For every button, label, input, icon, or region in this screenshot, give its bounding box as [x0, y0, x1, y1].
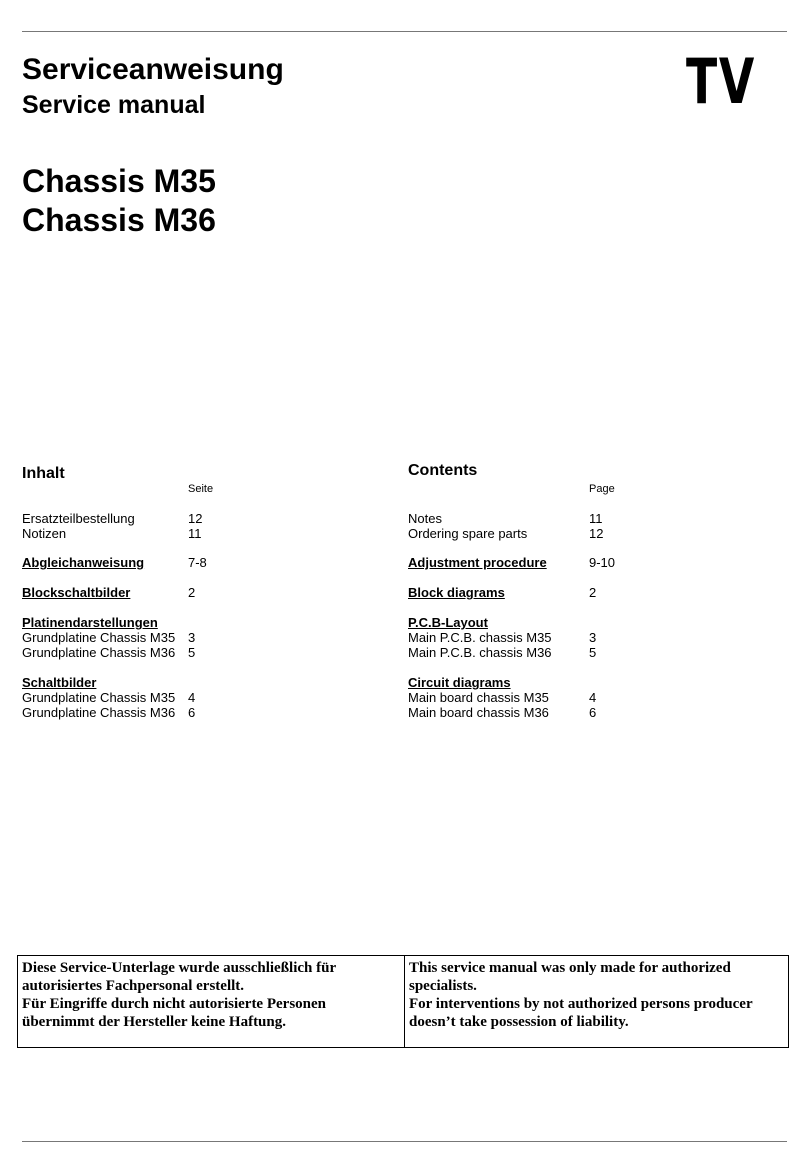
toc-row[interactable] [408, 630, 698, 645]
top-divider [22, 31, 787, 32]
toc-entry-label: Notizen [22, 526, 67, 541]
toc-row[interactable] [408, 690, 698, 705]
disclaimer-line: übernimmt der Hersteller keine Haftung. [22, 1014, 286, 1030]
disclaimer-english [405, 956, 788, 1047]
document-title-german: Serviceanweisung [22, 53, 284, 86]
tv-logo: TV [686, 45, 756, 118]
toc-entry-page: 6 [589, 705, 597, 720]
toc-row[interactable] [408, 615, 698, 630]
toc-row[interactable] [22, 585, 282, 600]
toc-entry-page: 3 [188, 630, 196, 645]
toc-row[interactable] [22, 615, 282, 630]
toc-entry-label: Main P.C.B. chassis M35 [408, 630, 552, 645]
chassis-heading-m36: Chassis M36 [22, 202, 216, 238]
toc-row[interactable] [408, 705, 698, 720]
disclaimer-line: autorisiertes Fachpersonal erstellt. [22, 978, 245, 994]
toc-entry-page: 5 [188, 645, 196, 660]
toc-german [22, 460, 282, 720]
toc-entry-label: Main board chassis M36 [408, 705, 549, 720]
toc-entry-page: 3 [589, 630, 597, 645]
toc-row[interactable] [22, 690, 282, 705]
toc-row[interactable] [408, 555, 698, 570]
bottom-divider [22, 1141, 787, 1142]
toc-section-pcb: P.C.B-Layout [408, 615, 488, 630]
disclaimer-line: For interventions by not authorized persons producer [409, 996, 753, 1012]
toc-row[interactable] [22, 630, 282, 645]
disclaimer-line: This service manual was only made for authorized [409, 960, 731, 976]
toc-entry-label: Grundplatine Chassis M35 [22, 630, 176, 645]
toc-english-page-label: Page [589, 483, 615, 495]
toc-entry-label: Grundplatine Chassis M36 [22, 705, 176, 720]
toc-entry-label: Main P.C.B. chassis M36 [408, 645, 552, 660]
disclaimer-line: specialists. [409, 978, 477, 994]
toc-row[interactable] [408, 645, 698, 660]
toc-row[interactable] [22, 555, 282, 570]
toc-row[interactable] [22, 511, 282, 526]
toc-entry-label: Ordering spare parts [408, 526, 528, 541]
toc-entry-page: 11 [589, 511, 603, 526]
toc-row[interactable] [22, 526, 282, 541]
toc-section-circuit: Schaltbilder [22, 675, 97, 690]
toc-row[interactable] [408, 526, 698, 541]
toc-section-adjustment: Abgleichanweisung [22, 555, 145, 570]
toc-entry-page: 2 [589, 585, 597, 600]
toc-german-heading: Inhalt [22, 465, 65, 482]
toc-row[interactable] [22, 705, 282, 720]
toc-entry-page: 2 [188, 585, 196, 600]
toc-section-adjustment: Adjustment procedure [408, 555, 547, 570]
document-title-english: Service manual [22, 91, 206, 119]
toc-english [408, 460, 698, 720]
toc-section-circuit: Circuit diagrams [408, 675, 511, 690]
toc-german-page-label: Seite [188, 483, 214, 495]
toc-entry-label: Notes [408, 511, 442, 526]
toc-row[interactable] [408, 511, 698, 526]
disclaimer-line: doesn’t take possession of liability. [409, 1014, 629, 1030]
disclaimer-box [17, 955, 789, 1048]
toc-entry-page: 4 [188, 690, 196, 705]
toc-english-heading: Contents [408, 462, 478, 479]
toc-entry-page: 9-10 [589, 555, 616, 570]
toc-section-pcb: Platinendarstellungen [22, 615, 158, 630]
toc-entry-page: 4 [589, 690, 597, 705]
toc-entry-label: Ersatzteilbestellung [22, 511, 135, 526]
toc-entry-page: 11 [188, 526, 202, 541]
disclaimer-line: Diese Service-Unterlage wurde ausschließlich für [22, 960, 337, 976]
toc-entry-page: 7-8 [188, 555, 207, 570]
toc-entry-page: 6 [188, 705, 196, 720]
toc-section-block-diagrams: Blockschaltbilder [22, 585, 131, 600]
toc-entry-page: 5 [589, 645, 597, 660]
toc-entry-label: Grundplatine Chassis M35 [22, 690, 176, 705]
toc-entry-label: Grundplatine Chassis M36 [22, 645, 176, 660]
chassis-heading-m35: Chassis M35 [22, 163, 216, 199]
toc-section-block-diagrams: Block diagrams [408, 585, 505, 600]
disclaimer-line: Für Eingriffe durch nicht autorisierte Personen [22, 996, 326, 1012]
toc-row[interactable] [22, 645, 282, 660]
toc-entry-label: Main board chassis M35 [408, 690, 549, 705]
toc-row[interactable] [408, 675, 698, 690]
toc-row[interactable] [408, 585, 698, 600]
toc-entry-page: 12 [589, 526, 604, 541]
toc-entry-page: 12 [188, 511, 203, 526]
toc-row[interactable] [22, 675, 282, 690]
disclaimer-german [18, 956, 405, 1047]
